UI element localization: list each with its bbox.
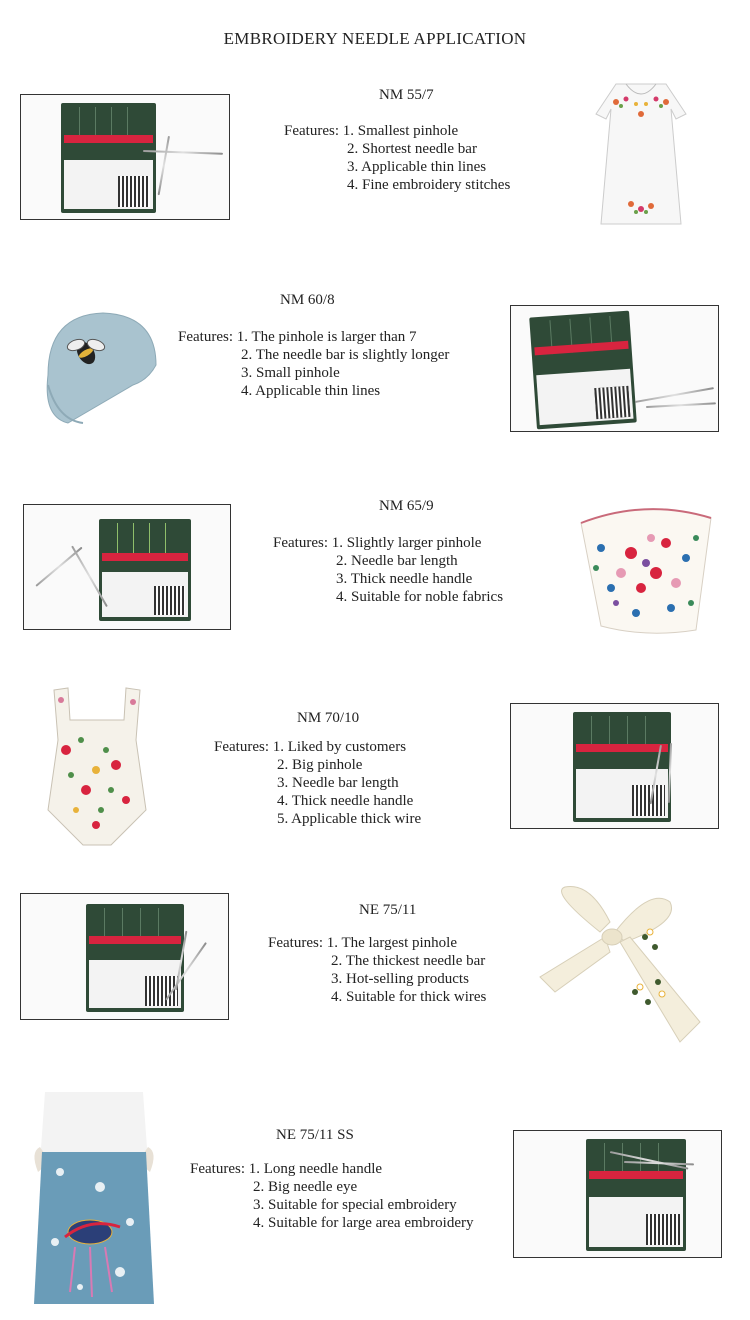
features-label: Features: <box>214 739 273 755</box>
feature-item: 4. Thick needle handle <box>277 793 414 809</box>
needle-pack <box>529 311 637 430</box>
feature-list <box>178 328 449 400</box>
feature-item: 2. The thickest needle bar <box>331 953 486 969</box>
feature-item: 2. Big pinhole <box>277 757 363 773</box>
feature-item: 2. Big needle eye <box>253 1179 358 1195</box>
section-heading: NM 60/8 <box>280 292 335 308</box>
needle-pack-photo <box>20 893 229 1020</box>
feature-list <box>273 534 503 606</box>
feature-item: 1. Long needle handle <box>248 1161 383 1177</box>
feature-list <box>284 122 510 194</box>
feature-item: 3. Hot-selling products <box>331 971 469 987</box>
feature-item: 2. Shortest needle bar <box>347 141 477 157</box>
needle-pack-photo <box>20 94 230 220</box>
feature-item: 1. Slightly larger pinhole <box>331 535 482 551</box>
feature-item: 1. Smallest pinhole <box>342 123 459 139</box>
needle-pack-photo <box>510 703 719 829</box>
features-label: Features: <box>178 329 237 345</box>
page-title: EMBROIDERY NEEDLE APPLICATION <box>223 29 527 48</box>
feature-list <box>214 738 421 828</box>
section-heading: NM 65/9 <box>379 498 434 514</box>
features-label: Features: <box>268 935 327 951</box>
feature-item: 4. Suitable for large area embroidery <box>253 1215 474 1231</box>
feature-item: 2. The needle bar is slightly longer <box>241 347 450 363</box>
features-label: Features: <box>273 535 332 551</box>
feature-item: 1. The pinhole is larger than 7 <box>236 329 417 345</box>
feature-list <box>190 1160 473 1232</box>
features-label: Features: <box>190 1161 249 1177</box>
needle-pack-photo <box>510 305 719 432</box>
feature-item: 3. Suitable for special embroidery <box>253 1197 457 1213</box>
feature-item: 1. Liked by customers <box>272 739 407 755</box>
feature-item: 3. Needle bar length <box>277 775 399 791</box>
feature-list <box>268 934 486 1006</box>
needle-pack <box>99 519 191 621</box>
feature-item: 3. Thick needle handle <box>336 571 473 587</box>
feature-item: 4. Suitable for thick wires <box>331 989 487 1005</box>
needle-pack-photo <box>23 504 231 630</box>
embroidered-dress-image <box>586 74 696 234</box>
feature-item: 4. Fine embroidery stitches <box>347 177 511 193</box>
floral-swimsuit-image <box>36 680 158 850</box>
features-label: Features: <box>284 123 343 139</box>
feature-item: 1. The largest pinhole <box>326 935 457 951</box>
sequin-skirt-image <box>30 1092 158 1304</box>
embroidered-cap-image <box>38 305 168 430</box>
needle-pack-photo <box>513 1130 722 1258</box>
feature-item: 2. Needle bar length <box>336 553 458 569</box>
feature-item: 5. Applicable thick wire <box>277 811 422 827</box>
embroidered-hair-bow-image <box>530 882 710 1050</box>
section-heading: NE 75/11 <box>359 902 417 918</box>
feature-item: 3. Applicable thin lines <box>347 159 487 175</box>
feature-item: 3. Small pinhole <box>241 365 340 381</box>
section-heading: NM 55/7 <box>379 87 434 103</box>
needle-pack <box>61 103 156 213</box>
feature-item: 4. Suitable for noble fabrics <box>336 589 504 605</box>
section-heading: NE 75/11 SS <box>276 1127 354 1143</box>
embroidered-pouch-image <box>576 498 716 640</box>
feature-item: 4. Applicable thin lines <box>241 383 381 399</box>
section-heading: NM 70/10 <box>297 710 360 726</box>
